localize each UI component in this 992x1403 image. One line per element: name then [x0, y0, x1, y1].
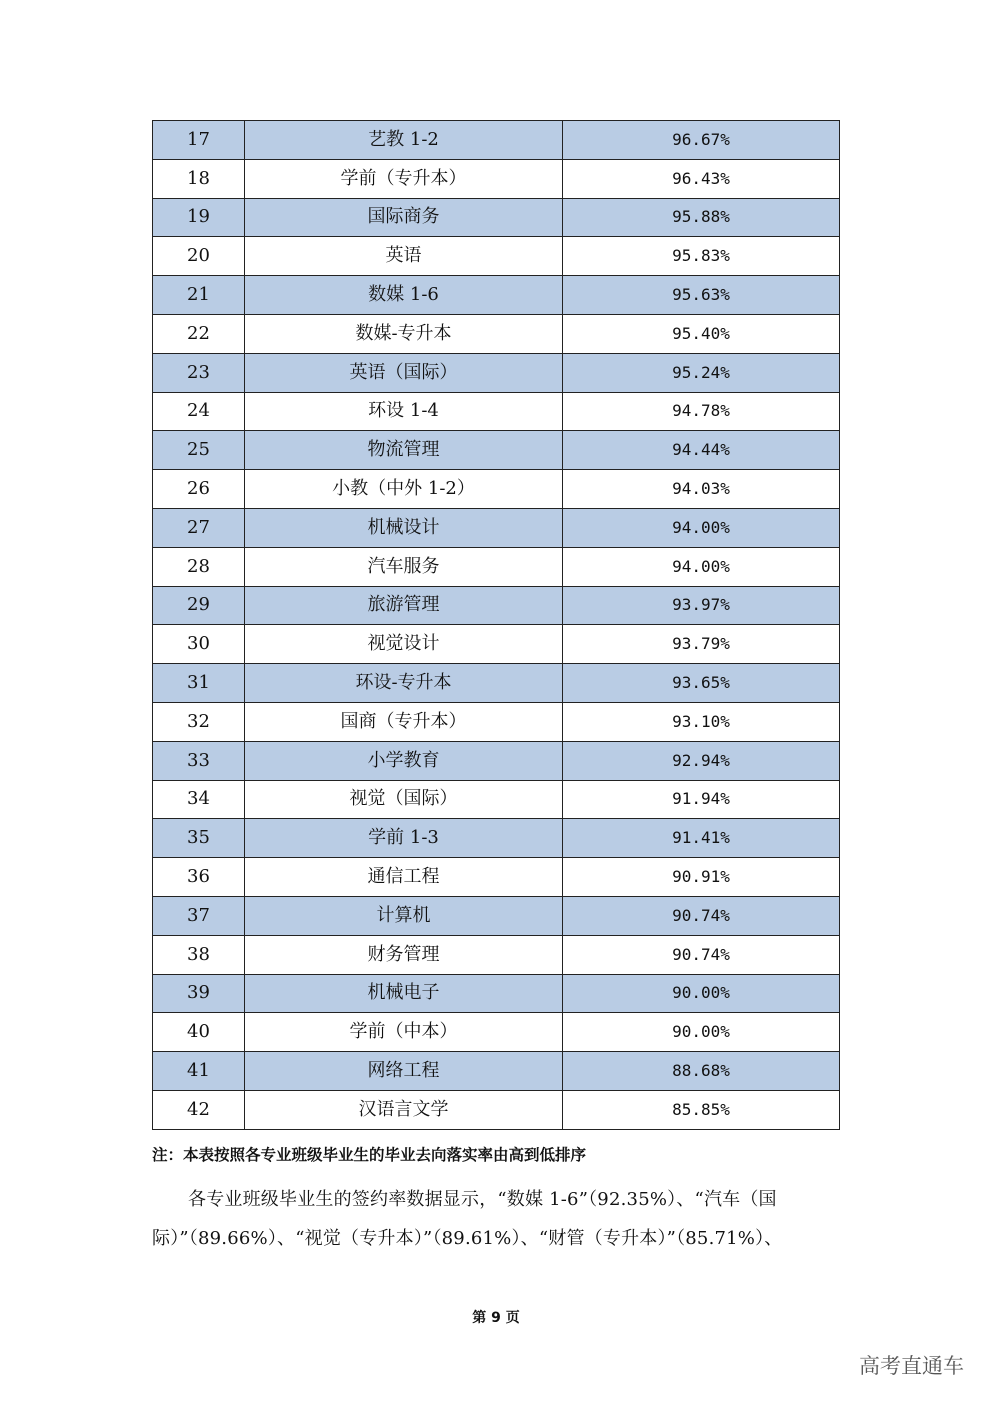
rank-cell: 26 — [153, 470, 245, 509]
major-cell: 学前 1-3 — [245, 819, 563, 858]
rate-cell: 94.00% — [563, 508, 840, 547]
rate-cell: 95.83% — [563, 237, 840, 276]
rank-cell: 36 — [153, 858, 245, 897]
rank-cell: 19 — [153, 198, 245, 237]
table-row — [153, 935, 840, 974]
rate-cell: 90.74% — [563, 896, 840, 935]
rank-cell: 39 — [153, 974, 245, 1013]
table-row — [153, 470, 840, 509]
table-row — [153, 198, 840, 237]
rate-cell: 95.40% — [563, 314, 840, 353]
major-cell: 环设-专升本 — [245, 664, 563, 703]
table-row — [153, 741, 840, 780]
table-row — [153, 431, 840, 470]
rank-cell: 23 — [153, 353, 245, 392]
table-row — [153, 276, 840, 315]
major-cell: 数媒-专升本 — [245, 314, 563, 353]
table-row — [153, 314, 840, 353]
rank-cell: 34 — [153, 780, 245, 819]
table-row — [153, 237, 840, 276]
rank-cell: 24 — [153, 392, 245, 431]
table-note: 注：本表按照各专业班级毕业生的毕业去向落实率由高到低排序 — [152, 1146, 587, 1164]
major-cell: 学前（专升本） — [245, 159, 563, 198]
table-row — [153, 858, 840, 897]
major-cell: 汉语言文学 — [245, 1090, 563, 1129]
rate-cell: 88.68% — [563, 1052, 840, 1091]
major-cell: 环设 1-4 — [245, 392, 563, 431]
rate-cell: 95.88% — [563, 198, 840, 237]
rate-cell: 95.63% — [563, 276, 840, 315]
rate-cell: 93.79% — [563, 625, 840, 664]
table-row — [153, 1090, 840, 1129]
rank-cell: 30 — [153, 625, 245, 664]
table-row — [153, 819, 840, 858]
body-paragraph — [152, 1180, 842, 1258]
rank-cell: 25 — [153, 431, 245, 470]
table-row — [153, 353, 840, 392]
rate-cell: 94.78% — [563, 392, 840, 431]
rank-cell: 28 — [153, 547, 245, 586]
major-cell: 汽车服务 — [245, 547, 563, 586]
rate-cell: 91.94% — [563, 780, 840, 819]
rate-cell: 90.00% — [563, 974, 840, 1013]
major-cell: 旅游管理 — [245, 586, 563, 625]
table-row — [153, 896, 840, 935]
page-number: 第 9 页 — [472, 1310, 520, 1326]
rank-cell: 38 — [153, 935, 245, 974]
major-cell: 通信工程 — [245, 858, 563, 897]
major-cell: 数媒 1-6 — [245, 276, 563, 315]
rate-cell: 92.94% — [563, 741, 840, 780]
major-cell: 财务管理 — [245, 935, 563, 974]
rate-cell: 90.00% — [563, 1013, 840, 1052]
table-row — [153, 1052, 840, 1091]
major-cell: 国商（专升本） — [245, 702, 563, 741]
major-cell: 物流管理 — [245, 431, 563, 470]
table-row — [153, 1013, 840, 1052]
rank-cell: 31 — [153, 664, 245, 703]
rank-cell: 42 — [153, 1090, 245, 1129]
table-row — [153, 664, 840, 703]
rank-cell: 33 — [153, 741, 245, 780]
rank-cell: 40 — [153, 1013, 245, 1052]
rank-cell: 22 — [153, 314, 245, 353]
rank-cell: 21 — [153, 276, 245, 315]
watermark: 高考直通车 — [859, 1354, 964, 1378]
rank-cell: 18 — [153, 159, 245, 198]
major-cell: 小学教育 — [245, 741, 563, 780]
table-row — [153, 508, 840, 547]
rank-cell: 27 — [153, 508, 245, 547]
rate-cell: 96.43% — [563, 159, 840, 198]
major-cell: 英语 — [245, 237, 563, 276]
table-row — [153, 702, 840, 741]
table-row — [153, 392, 840, 431]
major-cell: 视觉（国际） — [245, 780, 563, 819]
rank-cell: 20 — [153, 237, 245, 276]
rank-cell: 32 — [153, 702, 245, 741]
table-row — [153, 974, 840, 1013]
major-cell: 艺教 1-2 — [245, 121, 563, 160]
rank-cell: 29 — [153, 586, 245, 625]
major-cell: 视觉设计 — [245, 625, 563, 664]
rate-cell: 94.44% — [563, 431, 840, 470]
major-cell: 机械设计 — [245, 508, 563, 547]
rate-cell: 85.85% — [563, 1090, 840, 1129]
major-cell: 网络工程 — [245, 1052, 563, 1091]
ranking-table — [152, 120, 840, 1130]
rate-cell: 93.97% — [563, 586, 840, 625]
major-cell: 小教（中外 1-2） — [245, 470, 563, 509]
rank-cell: 17 — [153, 121, 245, 160]
rate-cell: 96.67% — [563, 121, 840, 160]
rank-cell: 35 — [153, 819, 245, 858]
table-row — [153, 121, 840, 160]
major-cell: 英语（国际） — [245, 353, 563, 392]
rank-cell: 37 — [153, 896, 245, 935]
table-body — [153, 121, 840, 1130]
rate-cell: 94.03% — [563, 470, 840, 509]
rate-cell: 93.65% — [563, 664, 840, 703]
rate-cell: 91.41% — [563, 819, 840, 858]
rate-cell: 95.24% — [563, 353, 840, 392]
major-cell: 计算机 — [245, 896, 563, 935]
rank-cell: 41 — [153, 1052, 245, 1091]
major-cell: 国际商务 — [245, 198, 563, 237]
rate-cell: 94.00% — [563, 547, 840, 586]
table-row — [153, 625, 840, 664]
paragraph-line-1: 各专业班级毕业生的签约率数据显示，“数媒 1-6”（92.35%）、“汽车（国 — [188, 1189, 777, 1210]
table-row — [153, 159, 840, 198]
paragraph-line-2: 际）”（89.66%）、“视觉（专升本）”（89.61%）、“财管（专升本）”（85.71%）、 — [152, 1228, 783, 1249]
rate-cell: 90.74% — [563, 935, 840, 974]
rate-cell: 93.10% — [563, 702, 840, 741]
table-row — [153, 547, 840, 586]
table-row — [153, 586, 840, 625]
rate-cell: 90.91% — [563, 858, 840, 897]
major-cell: 学前（中本） — [245, 1013, 563, 1052]
major-cell: 机械电子 — [245, 974, 563, 1013]
table-row — [153, 780, 840, 819]
